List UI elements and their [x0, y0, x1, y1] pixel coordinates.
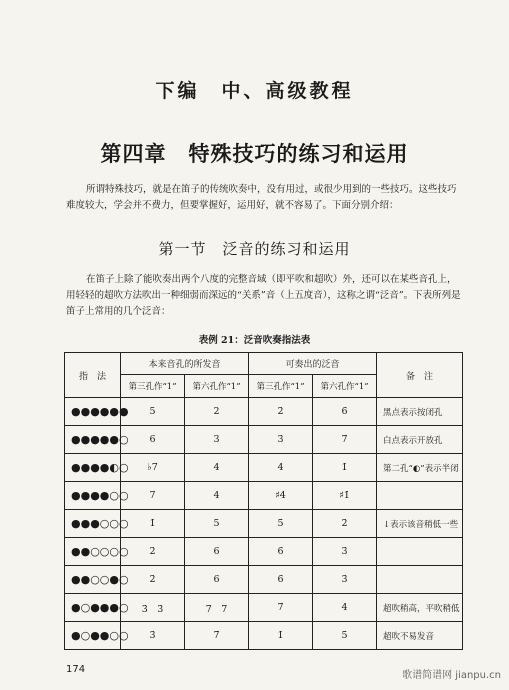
- harm-hole6-note: 4̇: [313, 594, 377, 622]
- intro-paragraph: 所谓特殊技巧，就是在笛子的传统吹奏中，没有用过，或很少用到的一些技巧。这些技巧难度较大，学会并不费力，但要掌握好，运用好，就不容易了。下面分别介绍：: [66, 184, 457, 211]
- orig-hole6-note: 4: [185, 454, 249, 482]
- harm-hole6-note: ♯1̇: [313, 482, 377, 510]
- harm-hole6-note: 3̇: [313, 538, 377, 566]
- orig-hole6-note: 5: [185, 510, 249, 538]
- subheader-orig-hole3: 第三孔作“1”: [121, 375, 185, 398]
- remark-cell: 第二孔“◐”表示半闭: [377, 454, 463, 482]
- remark-cell: ↓表示该音稍低一些: [377, 510, 463, 538]
- table-row: [65, 426, 463, 454]
- subheader-harm-hole6: 第六孔作“1”: [313, 375, 377, 398]
- fingering-cell: ●●○○●○: [65, 566, 121, 594]
- orig-hole3-note: 3̇: [121, 622, 185, 650]
- header-fingering: 指 法: [65, 353, 121, 398]
- harm-hole3-note: 2̇: [249, 398, 313, 426]
- fingering-cell: ●●●●●○: [65, 426, 121, 454]
- header-harmonic: 可奏出的泛音: [249, 353, 377, 375]
- table-row: [65, 454, 463, 482]
- orig-hole3-note: 3̇ 3̇: [121, 594, 185, 622]
- orig-hole3-note: 1̇: [121, 510, 185, 538]
- harm-hole6-note: 2̇: [313, 510, 377, 538]
- fingering-cell: ●●●●◐○: [65, 454, 121, 482]
- part-title: 下编 中、高级教程: [155, 80, 354, 102]
- fingering-cell: ●●●●○○: [65, 482, 121, 510]
- orig-hole6-note: 7̇: [185, 622, 249, 650]
- page-number: 174: [66, 664, 86, 675]
- remark-cell: 超吹不易发音: [377, 622, 463, 650]
- remark-cell: 黑点表示按闭孔: [377, 398, 463, 426]
- table-row: [65, 510, 463, 538]
- harm-hole6-note: 7̇: [313, 426, 377, 454]
- table-row: [65, 538, 463, 566]
- site-watermark: 歌谱简谱网 jianpu.cn: [402, 670, 501, 681]
- fingering-cell: ●○●●○○: [65, 622, 121, 650]
- table-row: [65, 594, 463, 622]
- orig-hole6-note: 7 7: [185, 594, 249, 622]
- table-row: [65, 482, 463, 510]
- harm-hole6-note: 6̇: [313, 398, 377, 426]
- subheader-orig-hole6: 第六孔作“1”: [185, 375, 249, 398]
- orig-hole3-note: 5: [121, 398, 185, 426]
- subheader-harm-hole3: 第三孔作“1”: [249, 375, 313, 398]
- harm-hole3-note: ♯4̇: [249, 482, 313, 510]
- harm-hole3-note: 6̇: [249, 538, 313, 566]
- orig-hole6-note: 2: [185, 398, 249, 426]
- remark-cell: 白点表示开放孔: [377, 426, 463, 454]
- remark-cell: 超吹稍高，平吹稍低: [377, 594, 463, 622]
- body-paragraph: 在笛子上除了能吹奏出两个八度的完整音域（即平吹和超吹）外，还可以在某些音孔上，用轻轻的超吹方法吹出一种细弱而深远的“关系”音（上五度音），这称之谓“泛音”。下表所列是笛子上常用的几个泛音：: [66, 274, 461, 317]
- fingering-cell: ●●○○○○: [65, 538, 121, 566]
- remark-cell: [377, 482, 463, 510]
- table-caption: 表例 21：泛音吹奏指法表: [198, 335, 311, 346]
- harm-hole6-note: 1̇: [313, 454, 377, 482]
- header-original-note: 本来音孔的所发音: [121, 353, 249, 375]
- section-title: 第一节 泛音的练习和运用: [158, 240, 351, 258]
- orig-hole6-note: 6: [185, 538, 249, 566]
- orig-hole6-note: 6: [185, 566, 249, 594]
- chapter-title: 第四章 特殊技巧的练习和运用: [100, 141, 409, 166]
- orig-hole6-note: 4: [185, 482, 249, 510]
- header-remarks: 备 注: [377, 353, 463, 398]
- orig-hole3-note: 2̇: [121, 538, 185, 566]
- harm-hole6-note: 3̇: [313, 566, 377, 594]
- fingering-cell: ●●●○○○: [65, 510, 121, 538]
- table-row: [65, 622, 463, 650]
- orig-hole3-note: 7: [121, 482, 185, 510]
- harm-hole3-note: 3̇: [249, 426, 313, 454]
- orig-hole3-note: 6: [121, 426, 185, 454]
- orig-hole3-note: 2̇: [121, 566, 185, 594]
- remark-cell: [377, 566, 463, 594]
- harm-hole3-note: 7̇: [249, 594, 313, 622]
- harm-hole3-note: 5̇: [249, 510, 313, 538]
- harm-hole3-note: 1̇: [249, 622, 313, 650]
- fingering-cell: ●●●●●●: [65, 398, 121, 426]
- harm-hole6-note: 5̇: [313, 622, 377, 650]
- orig-hole3-note: ♭7: [121, 454, 185, 482]
- table-row: [65, 566, 463, 594]
- harm-hole3-note: 6̇: [249, 566, 313, 594]
- harm-hole3-note: 4̇: [249, 454, 313, 482]
- fingering-table: [64, 352, 463, 650]
- table-row: [65, 398, 463, 426]
- fingering-cell: ●○●●●○: [65, 594, 121, 622]
- remark-cell: [377, 538, 463, 566]
- orig-hole6-note: 3: [185, 426, 249, 454]
